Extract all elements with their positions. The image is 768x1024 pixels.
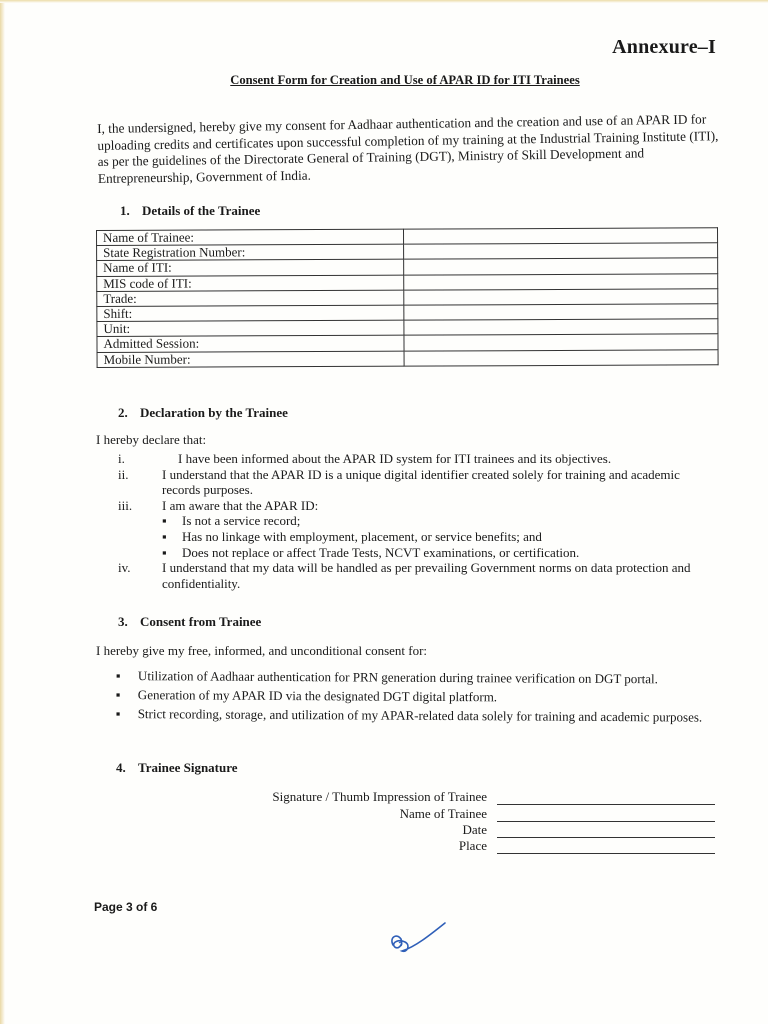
sub-item-text: Is not a service record; (182, 513, 301, 529)
consent-list (116, 668, 716, 729)
field-value-blank (403, 228, 717, 245)
sub-item-text: Does not replace or affect Trade Tests, NCVT examinations, or certification. (182, 544, 580, 560)
date-field-label: Date (462, 821, 487, 837)
field-value-blank (404, 319, 718, 336)
sub-list-item (162, 545, 698, 561)
field-label: MIS code of ITI: (97, 275, 404, 292)
bullet-icon: ▪ (162, 544, 167, 560)
item-text: I understand that the APAR ID is a unique digital identifier created solely for training and academic records purposes. (162, 466, 680, 498)
field-label: Admitted Session: (97, 335, 404, 352)
blank-rule (497, 827, 715, 838)
field-value-blank (404, 273, 718, 290)
field-value-blank (404, 289, 718, 306)
place-line (200, 838, 720, 854)
field-label: Trade: (97, 290, 404, 307)
paper-edge-top (0, 0, 768, 3)
sub-list-item (162, 513, 698, 529)
section-3-heading (118, 614, 261, 630)
initials-signature-icon (385, 915, 449, 959)
list-item (118, 560, 698, 591)
blank-rule (497, 843, 715, 854)
consent-lead: I hereby give my free, informed, and unconditional consent for: (96, 643, 428, 658)
section-title: Trainee Signature (138, 760, 238, 775)
declaration-lead: I hereby declare that: (96, 432, 207, 447)
place-field-label: Place (458, 838, 487, 854)
item-numeral: iv. (118, 560, 131, 576)
list-item (118, 467, 698, 498)
section-4-heading (116, 760, 238, 776)
section-1-heading (120, 203, 260, 219)
blank-rule (497, 811, 715, 822)
bullet-icon: ▪ (162, 528, 167, 544)
name-field-label: Name of Trainee (399, 805, 487, 821)
field-label: Name of Trainee: (97, 229, 404, 246)
blank-rule (497, 794, 715, 805)
list-item (116, 668, 716, 688)
annexure-label: Annexure–I (612, 36, 716, 58)
field-value-blank (404, 334, 718, 351)
bullet-icon: ▪ (115, 668, 121, 684)
item-numeral: iii. (118, 497, 133, 513)
field-label: Mobile Number: (97, 351, 404, 368)
field-value-blank (404, 258, 718, 275)
section-number: 1. (120, 203, 130, 218)
field-value-blank (404, 243, 718, 260)
name-line (200, 805, 720, 821)
trainee-details-table (96, 227, 719, 367)
section-number: 4. (116, 760, 126, 775)
signature-block (200, 789, 720, 854)
item-numeral: i. (118, 451, 125, 466)
table-row (97, 349, 718, 367)
intro-paragraph: I, the undersigned, hereby give my consent for Aadhaar authentication and the creation and use of an APAR ID for uploading credits and certificates upon successful completion of my training at the Industrial Training Institute (ITI), as per the guidelines of the Directorate General of Training (DGT), Ministry of Skill Development and Entrepreneurship, Government of India. (97, 111, 719, 186)
bullet-icon: ▪ (115, 705, 121, 722)
section-number: 3. (118, 614, 128, 629)
paper-edge-left (0, 0, 5, 1024)
signature-field-label: Signature / Thumb Impression of Trainee (272, 789, 487, 805)
item-text: I am aware that the APAR ID: (162, 497, 319, 513)
bullet-icon: ▪ (162, 513, 167, 529)
field-value-blank (404, 349, 718, 366)
item-text: Utilization of Aadhaar authentication for PRN generation during trainee verification on DGT portal. (137, 668, 658, 687)
form-title: Consent Form for Creation and Use of APAR ID for ITI Trainees (230, 73, 580, 87)
item-numeral: ii. (118, 466, 129, 482)
sub-item-text: Has no linkage with employment, placement, or service benefits; and (182, 528, 542, 544)
field-label: State Registration Number: (97, 244, 404, 261)
sub-bullet-list (118, 513, 698, 560)
item-text: I understand that my data will be handled as per prevailing Government norms on data protection and confidentiality. (162, 560, 691, 591)
list-item (118, 498, 698, 514)
item-text: Strict recording, storage, and utilization of my APAR-related data solely for training and academic purposes. (137, 706, 703, 725)
page-number: Page 3 of 6 (94, 900, 158, 914)
field-label: Name of ITI: (97, 260, 404, 277)
section-title: Consent from Trainee (140, 614, 262, 629)
sub-list-item (162, 529, 698, 545)
declaration-list (118, 451, 698, 591)
signature-line (200, 789, 720, 805)
date-line (200, 822, 720, 838)
list-item (118, 451, 698, 467)
item-text: I have been informed about the APAR ID system for ITI trainees and its objectives. (178, 451, 612, 466)
field-value-blank (404, 304, 718, 321)
section-title: Details of the Trainee (142, 203, 261, 218)
bullet-icon: ▪ (115, 686, 121, 703)
section-number: 2. (118, 405, 128, 420)
section-title: Declaration by the Trainee (140, 405, 288, 420)
field-label: Unit: (97, 320, 404, 337)
item-text: Generation of my APAR ID via the designated DGT digital platform. (137, 687, 498, 705)
field-label: Shift: (97, 305, 404, 322)
list-item (116, 687, 716, 707)
list-item (116, 706, 716, 726)
section-2-heading (118, 405, 288, 421)
